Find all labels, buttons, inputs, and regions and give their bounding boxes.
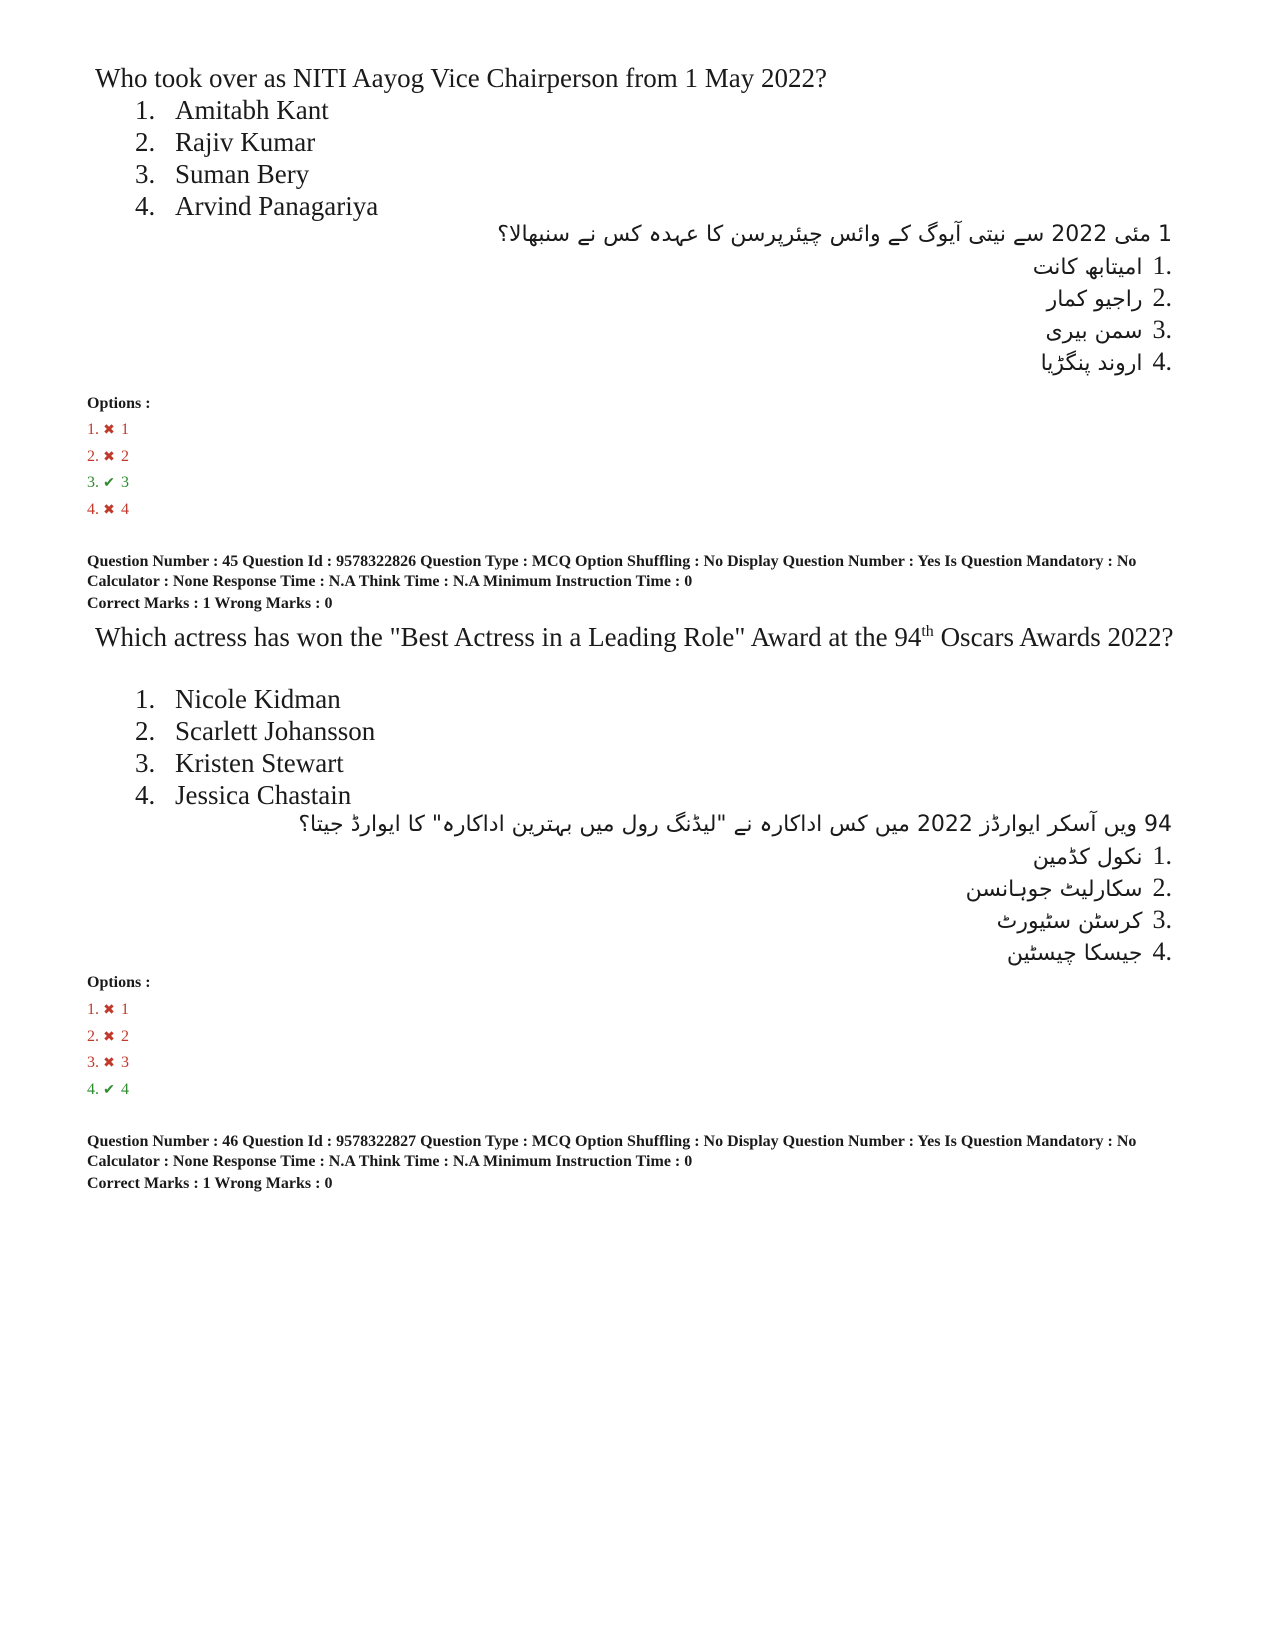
question-44-english-options [135,94,378,222]
list-item: 2. Scarlett Johansson [135,716,376,746]
options-label: Options : [87,395,151,412]
question-45-answer-options [87,997,129,1103]
list-item: .1امیتابھ کانت [1032,251,1172,280]
list-item: .3کرسٹن سٹیورٹ [996,905,1172,934]
question-46-marks: Correct Marks : 1 Wrong Marks : 0 [87,1175,333,1192]
list-item: .1نکول کڈمین [1032,841,1172,870]
question-44-answer-options [87,417,129,523]
question-45-english-text: Which actress has won the "Best Actress in a Leading Role" Award at the 94th Oscars Awards 2022? [95,622,1174,652]
question-45-marks: Correct Marks : 1 Wrong Marks : 0 [87,595,333,612]
question-45-urdu-options [966,840,1172,968]
check-icon: ✔ [103,476,115,491]
list-item: 4. Jessica Chastain [135,780,352,810]
cross-icon: ✖ [103,502,115,518]
answer-option: 1. ✖ 1 [87,417,129,444]
answer-option: 4. ✖ 4 [87,497,129,524]
list-item: 3. Suman Bery [135,159,310,189]
answer-option: 3. ✔ 3 [87,470,129,497]
list-item: .4جیسکا چیسٹین [1006,937,1172,966]
cross-icon: ✖ [103,1003,115,1018]
list-item: 1. Nicole Kidman [135,684,341,714]
cross-icon: ✖ [103,1029,115,1045]
answer-option: 2. ✖ 2 [87,444,129,471]
list-item: .4اروند پنگڑیا [1040,347,1172,376]
answer-option: 4. ✔ 4 [87,1077,129,1104]
check-icon: ✔ [103,1082,115,1098]
question-45-metadata: Question Number : 45 Question Id : 9578322826 Question Type : MCQ Option Shuffling : No Display Question Number : Yes Is Question Mandatory : No Calculator : None Response Time : N.A Think Time : N.A Minimum Instruction Time : 0 [87,553,1137,590]
list-item: 1. Amitabh Kant [135,95,329,125]
list-item: .2سکارلیٹ جوہانسن [965,873,1172,902]
list-item: 2. Rajiv Kumar [135,127,316,157]
list-item: .3سمن بیری [1045,315,1172,344]
cross-icon: ✖ [103,1056,115,1071]
options-label: Options : [87,974,151,991]
question-44-english-text: Who took over as NITI Aayog Vice Chairperson from 1 May 2022? [95,63,827,93]
question-45-urdu-text: 94 ویں آسکر ایوارڈز 2022 میں کس اداکارہ نے "لیڈنگ رول میں بہترین اداکارہ" کا ایوارڈ جیتا؟ [298,812,1172,837]
cross-icon: ✖ [103,449,115,465]
list-item: 3. Kristen Stewart [135,748,344,778]
question-46-metadata: Question Number : 46 Question Id : 9578322827 Question Type : MCQ Option Shuffling : No Display Question Number : Yes Is Question Mandatory : No Calculator : None Response Time : N.A Think Time : N.A Minimum Instruction Time : 0 [87,1133,1137,1170]
list-item: 4. Arvind Panagariya [135,191,379,221]
answer-option: 2. ✖ 2 [87,1024,129,1051]
cross-icon: ✖ [103,423,115,438]
question-45-english-options [135,683,375,811]
answer-option: 3. ✖ 3 [87,1050,129,1077]
question-44-urdu-options [1033,250,1172,378]
question-44-urdu-text: 1 مئی 2022 سے نیتی آیوگ کے وائس چیئرپرسن کا عہدہ کس نے سنبھالا؟ [497,222,1172,247]
list-item: .2راجیو کمار [1046,283,1172,312]
answer-option: 1. ✖ 1 [87,997,129,1024]
